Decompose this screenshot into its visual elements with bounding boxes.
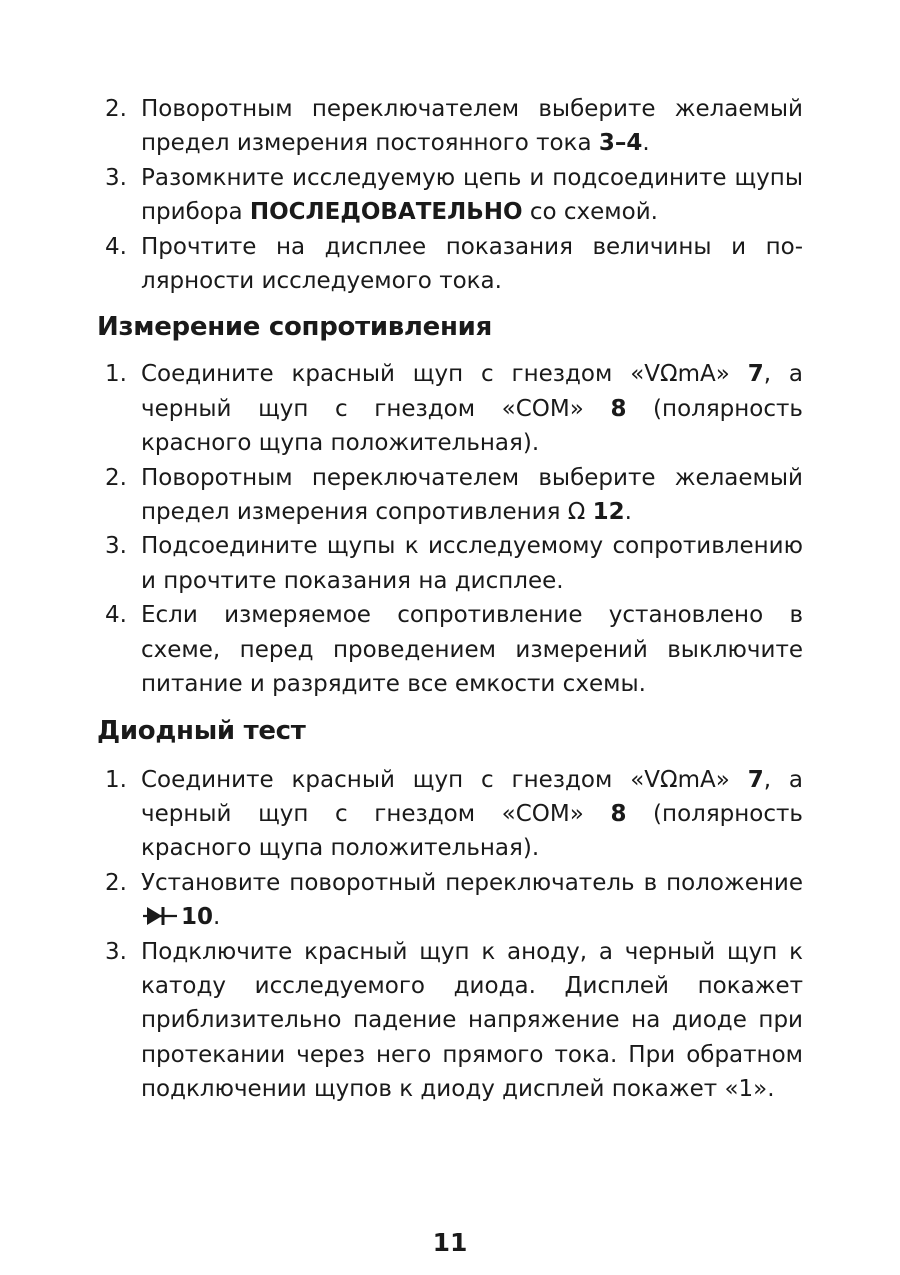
resistance-steps [97,357,803,701]
item-bold-ref: 8 [610,395,627,422]
diode-steps [97,763,803,1107]
item-bold-ref: ПОСЛЕДОВАТЕЛЬНО [249,199,523,226]
list-item [97,230,803,299]
list-item [97,161,803,230]
item-text: Установите поворотный переключатель в положение [141,869,803,896]
list-item [97,935,803,1107]
diode-icon [143,905,177,927]
list-item [97,92,803,161]
item-bold-ref: 7 [747,766,764,793]
item-text-end: . [624,499,632,526]
item-bold-ref: 8 [610,800,627,827]
item-text: Прочтите на дисплее показания величины и полярности исследуемого тока. [141,233,803,295]
item-number: 2. [105,869,127,896]
item-text: Поворотным переключателем выберите желаемый предел измерения постоянного тока [141,96,803,157]
item-number: 2. [105,96,127,122]
item-text: Соедините красный щуп с гнездом «VΩmA» [141,766,748,793]
item-bold-ref: 7 [747,361,764,388]
item-number: 2. [105,464,127,491]
item-number: 3. [105,164,127,191]
item-bold-ref: 3–4 [598,130,643,157]
item-text-end: . [642,130,650,157]
item-number: 1. [105,766,127,793]
document-page [97,92,803,1107]
item-number: 4. [105,602,127,629]
item-bold-ref: 10 [181,904,214,931]
section-heading-diode: Диодный тест [97,715,306,746]
dc-current-steps [97,92,803,298]
list-item [97,598,803,701]
item-number: 3. [105,533,127,560]
list-item [97,866,803,935]
item-text: Поворотным переключателем выберите желаемый предел измерения сопротивления Ω [141,464,803,526]
item-text-end: . [213,904,221,931]
list-item [97,763,803,866]
section-heading-resistance: Измерение сопротивления [97,312,492,343]
item-text: Разомкните исследуемую цепь и подсоедините щупы прибора [141,164,803,226]
item-text: Подсоедините щупы к исследуемому сопротивлению и прочтите показания на дисплее. [141,533,803,594]
item-text: Подключите красный щуп к аноду, а черный щуп к катоду исследуемого диода. Дисплей покажет приблизительно падение напряжение на диоде при протекании через него прямого тока. При обратном подключении щупов к диоду дисплей покажет «1». [141,938,803,1103]
item-text: , а черный щуп с гнездом «COM» [141,361,803,422]
list-item [97,461,803,530]
item-number: 1. [105,361,127,388]
list-item [97,529,803,598]
item-text: Соедините красный щуп с гнездом «VΩmA» [141,361,748,388]
item-text: Если измеряемое сопротивление установлено в схеме, перед проведением измерений выключите питание и разрядите все емкости схемы. [141,602,803,698]
item-bold-ref: 12 [592,499,625,526]
item-text: (полярность красного щупа положительная). [141,800,803,862]
item-number: 4. [105,233,127,260]
item-text: , а черный щуп с гнездом «COM» [141,766,803,827]
page-number: 11 [432,1228,468,1257]
list-item [97,357,803,460]
item-text-end: со схемой. [522,199,658,226]
item-text: (полярность красного щупа положительная). [141,395,803,457]
item-number: 3. [105,938,127,965]
